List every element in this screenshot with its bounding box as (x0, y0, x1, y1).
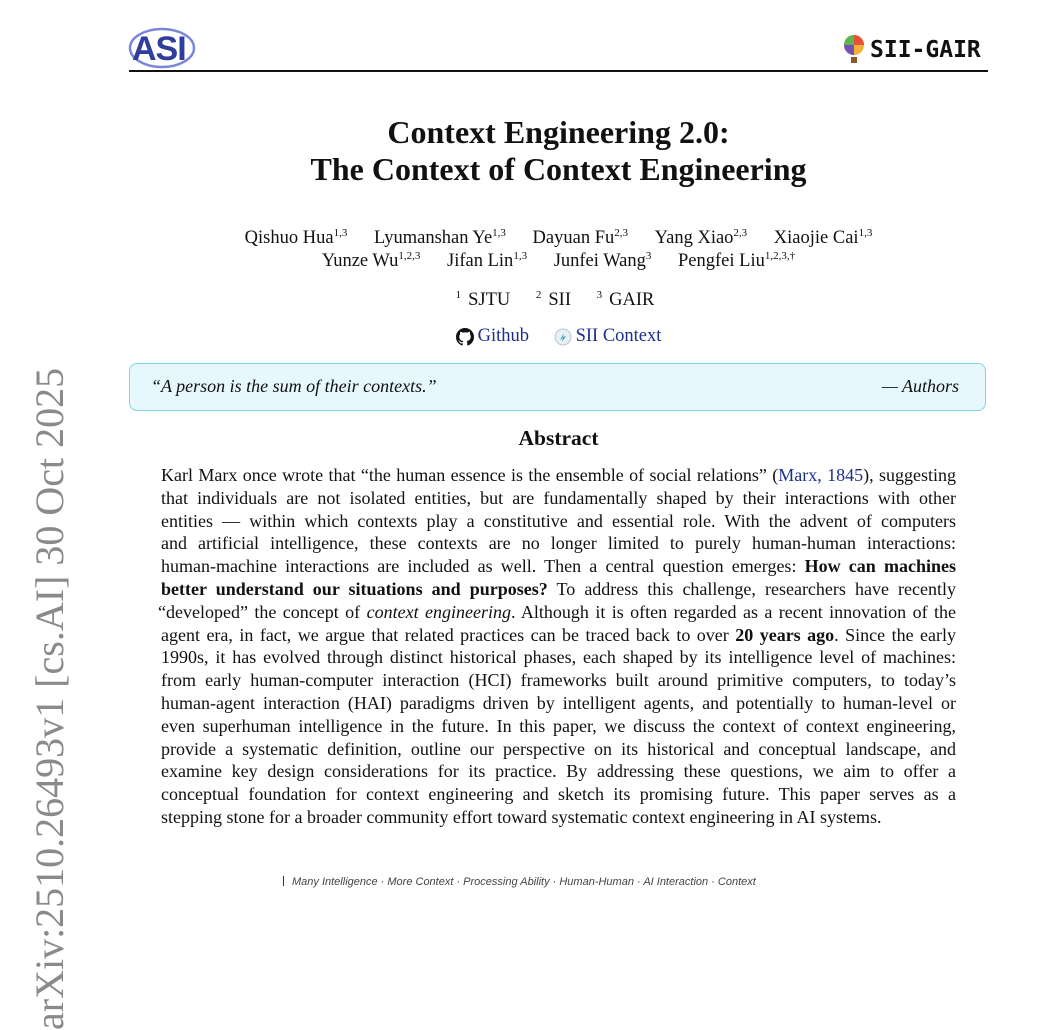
author: Junfei Wang$^3$ (553, 250, 652, 271)
title-line-1: Context Engineering 2.0: (387, 114, 730, 150)
author: Yang Xiao$^{2,3}$ (654, 227, 748, 248)
sii-context-icon (554, 328, 572, 346)
affiliation: $^2$ SII (535, 289, 572, 310)
asi-logo-text: ASI (132, 30, 186, 68)
citation-link[interactable]: Marx, 1845 (778, 465, 864, 485)
abstract-line: examine key design considerations for its practice. By addressing these questions, we aim to offer a (161, 761, 956, 782)
abstract-line: from early human-computer interaction (HCI) frameworks built around primitive computers, to today’s (161, 670, 956, 691)
abstract-line: human-agent interaction (HAI) paradigms driven by intelligent agents, and potentially to human-level or (161, 692, 956, 713)
arxiv-stamp: arXiv:2510.26493v1 [cs.AI] 30 Oct 2025 (27, 367, 72, 1030)
github-link[interactable] (456, 326, 529, 347)
github-link-label: Github (477, 326, 529, 346)
abstract-line: human-machine interactions are included as well. Then a central question emerges: How can machines (161, 556, 956, 577)
sii-context-link-label: SII Context (575, 326, 662, 346)
abstract-line: better understand our situations and purposes? To address this challenge, researchers have recently (161, 578, 956, 599)
balloon-icon (842, 33, 868, 67)
affiliation: $^3$ GAIR (596, 289, 655, 310)
abstract-line: entities — within which contexts play a constitutive and essential role. With the advent of computers (161, 510, 956, 531)
abstract-heading: Abstract (518, 426, 599, 450)
author: Qishuo Hua$^{1,3}$ (244, 227, 348, 248)
abstract-line: agent era, in fact, we argue that related practices can be traced back to over 20 years ago. Since the early (161, 624, 956, 645)
author-list-line-1 (129, 227, 988, 250)
sii-gair-logo (842, 32, 981, 68)
affiliation: $^1$ SJTU (455, 289, 511, 310)
github-icon (456, 328, 474, 346)
epigraph-attribution: — Authors (881, 376, 959, 396)
author: Jifan Lin$^{1,3}$ (447, 250, 528, 271)
epigraph-box (129, 363, 986, 411)
author: Dayuan Fu$^{2,3}$ (532, 227, 628, 248)
abstract-line: and artificial intelligence, these contexts are no longer limited to purely human-human interactions: (161, 533, 956, 554)
sii-context-link[interactable] (554, 326, 662, 347)
abstract-line: provide a systematic definition, outline our perspective on its historical and conceptual landscape, and (161, 738, 956, 759)
abstract-line: that individuals are not isolated entities, but are fundamentally shaped by their interactions with other (161, 487, 956, 508)
abstract-line: “developed” the concept of context engineering. Although it is often regarded as a recent innovation of the (158, 601, 956, 622)
epigraph-quote: “A person is the sum of their contexts.” (151, 376, 437, 396)
author: Yunze Wu$^{1,2,3}$ (321, 250, 421, 271)
abstract-line: conceptual foundation for context engineering and sketch its promising future. This paper serves as a (161, 784, 956, 805)
sii-gair-logo-text: SII-GAIR (870, 37, 981, 63)
affiliations (129, 290, 988, 311)
abstract-line: stepping stone for a broader community effort toward systematic context engineering in AI systems. (161, 806, 882, 827)
links-row (129, 326, 988, 352)
author-list-line-2 (129, 250, 988, 273)
header-rule (129, 70, 988, 72)
author: Lyumanshan Ye$^{1,3}$ (373, 227, 506, 248)
title-line-2: The Context of Context Engineering (310, 151, 807, 187)
author: Pengfei Liu$^{1,2,3,\dagger}$ (678, 250, 796, 271)
abstract-body (158, 464, 956, 829)
paper-title (129, 114, 988, 188)
author: Xiaojie Cai$^{1,3}$ (773, 227, 873, 248)
asi-logo (128, 24, 200, 72)
keywords-partial: Many Intelligence · More Context · Processing Ability · Human-Human · AI Interaction · Context (283, 876, 923, 890)
abstract-line: Karl Marx once wrote that “the human essence is the ensemble of social relations” (Marx, 1845), suggesting (161, 465, 956, 485)
abstract-line: even superhuman intelligence in the future. In this paper, we discuss the context of context engineering, (161, 715, 956, 736)
abstract-line: 1990s, it has evolved through distinct historical phases, each shaped by its intelligence level of machines: (161, 647, 956, 668)
